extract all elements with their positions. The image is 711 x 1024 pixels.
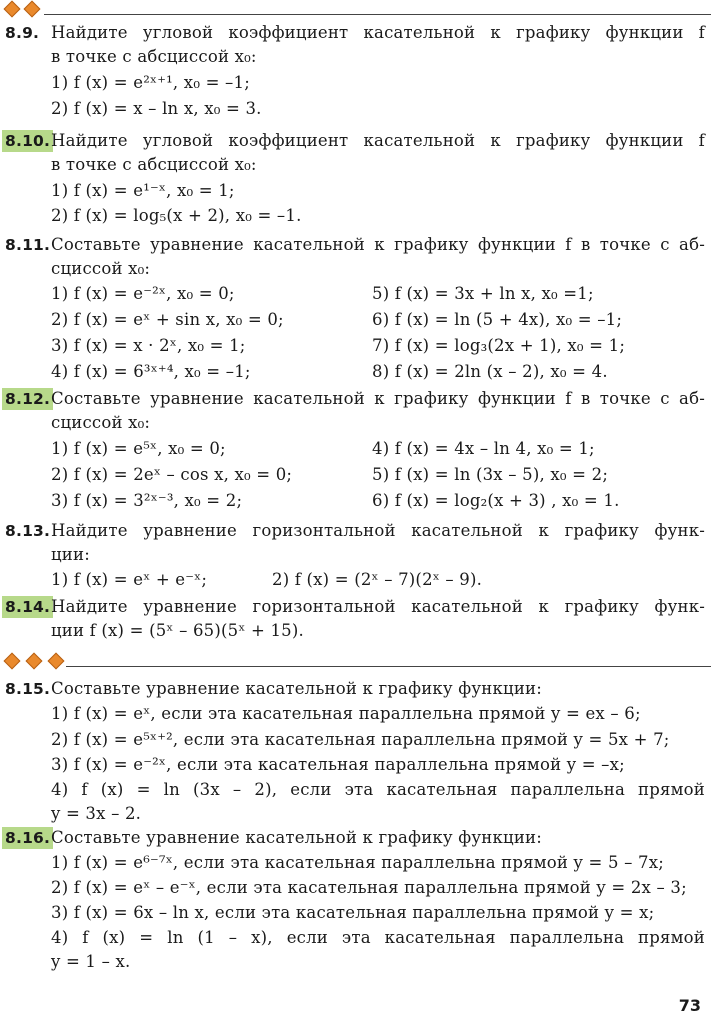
item-right-column: 2) f (x) = (2ˣ – 7)(2ˣ – 9). (272, 570, 483, 589)
item-right-column: 5) f (x) = ln (3x – 5), x₀ = 2; (372, 465, 609, 484)
exercise-text: Составьте уравнение касательной к графику функции f в точке с аб- (51, 389, 705, 408)
exercise-line (0, 490, 711, 512)
exercise-text: Составьте уравнение касательной к графику функции: (51, 679, 542, 698)
exercise-line (0, 877, 711, 899)
exercise-item: 1) f (x) = e⁶⁻⁷ˣ, если эта касательная параллельна прямой y = 5 – 7x; (51, 853, 664, 872)
exercise-line (0, 703, 711, 725)
exercise-heading-line (0, 22, 711, 44)
exercise-item: в точке с абсциссой x₀: (51, 155, 257, 174)
exercise-line (0, 927, 711, 949)
exercise-heading-line (0, 388, 711, 410)
exercise-item: 3) f (x) = e⁻²ˣ, если эта касательная параллельна прямой y = –x; (51, 755, 625, 774)
exercise-line (0, 852, 711, 874)
exercise-number: 8.16. (2, 827, 53, 849)
exercise-line (0, 412, 711, 434)
exercise-item: сциссой x₀: (51, 259, 151, 278)
item-left-column: 2) f (x) = 2eˣ – cos x, x₀ = 0; (51, 465, 293, 484)
exercise-item: 2) f (x) = x – ln x, x₀ = 3. (51, 99, 262, 118)
exercise-heading-line (0, 827, 711, 849)
exercise-number: 8.9. (5, 24, 40, 42)
exercise-item: y = 3x – 2. (51, 804, 142, 823)
exercise-heading-line (0, 234, 711, 256)
item-right-column: 6) f (x) = ln (5 + 4x), x₀ = –1; (372, 310, 623, 329)
exercise-number: 8.10. (2, 130, 53, 152)
exercise-item: 1) f (x) = eˣ, если эта касательная параллельна прямой y = ex – 6; (51, 704, 641, 723)
exercise-line (0, 335, 711, 357)
exercise-line (0, 544, 711, 566)
exercise-item: 4) f (x) = ln (3x – 2), если эта касательная параллельна прямой (51, 780, 705, 799)
exercise-line (0, 464, 711, 486)
exercise-line (0, 729, 711, 751)
diamond-icon (48, 653, 65, 670)
section-divider-top (0, 0, 711, 24)
exercise-item: сциссой x₀: (51, 413, 151, 432)
item-right-column: 4) f (x) = 4x – ln 4, x₀ = 1; (372, 439, 595, 458)
exercise-number: 8.11. (5, 236, 51, 254)
exercise-text: Составьте уравнение касательной к графику функции f в точке с аб- (51, 235, 705, 254)
exercise-item: ции: (51, 545, 90, 564)
exercise-heading-line (0, 130, 711, 152)
exercise-heading-line (0, 596, 711, 618)
exercise-line (0, 754, 711, 776)
exercise-line (0, 803, 711, 825)
item-left-column: 3) f (x) = 3²ˣ⁻³, x₀ = 2; (51, 491, 243, 510)
exercise-item: 2) f (x) = eˣ – e⁻ˣ, если эта касательная параллельна прямой y = 2x – 3; (51, 878, 687, 897)
exercise-line (0, 361, 711, 383)
exercise-text: Найдите угловой коэффициент касательной к графику функции f (51, 23, 705, 42)
exercise-number: 8.13. (5, 522, 51, 540)
item-right-column: 6) f (x) = log₂(x + 3) , x₀ = 1. (372, 491, 620, 510)
exercise-text: Найдите уравнение горизонтальной касательной к графику функ- (51, 597, 705, 616)
diamond-icon (4, 653, 21, 670)
diamond-icon (24, 1, 41, 18)
item-left-column: 4) f (x) = 6³ˣ⁺⁴, x₀ = –1; (51, 362, 251, 381)
item-right-column: 5) f (x) = 3x + ln x, x₀ =1; (372, 284, 594, 303)
page-number: 73 (678, 996, 701, 1015)
section-divider-middle (0, 650, 711, 674)
exercise-line (0, 258, 711, 280)
exercise-line (0, 98, 711, 120)
exercise-item: 3) f (x) = 6x – ln x, если эта касательная параллельна прямой y = x; (51, 903, 655, 922)
exercise-line (0, 205, 711, 227)
exercise-line (0, 902, 711, 924)
exercise-text: Найдите угловой коэффициент касательной к графику функции f (51, 131, 705, 150)
item-right-column: 7) f (x) = log₃(2x + 1), x₀ = 1; (372, 336, 626, 355)
exercise-heading-line (0, 520, 711, 542)
exercise-line (0, 569, 711, 591)
exercise-line (0, 46, 711, 68)
exercise-line (0, 438, 711, 460)
exercise-text: Составьте уравнение касательной к графику функции: (51, 828, 542, 847)
exercise-item: 2) f (x) = e⁵ˣ⁺², если эта касательная параллельна прямой y = 5x + 7; (51, 730, 670, 749)
exercise-item: 1) f (x) = e¹⁻ˣ, x₀ = 1; (51, 181, 235, 200)
diamond-icon (4, 1, 21, 18)
exercise-number: 8.12. (2, 388, 53, 410)
exercise-line (0, 951, 711, 973)
exercise-line (0, 180, 711, 202)
exercise-number: 8.14. (2, 596, 53, 618)
item-left-column: 1) f (x) = e⁻²ˣ, x₀ = 0; (51, 284, 235, 303)
exercise-line (0, 309, 711, 331)
item-left-column: 1) f (x) = eˣ + e⁻ˣ; (51, 570, 208, 589)
divider-line (66, 666, 711, 667)
exercise-text: Найдите уравнение горизонтальной касательной к графику функ- (51, 521, 705, 540)
exercise-heading-line (0, 678, 711, 700)
exercise-line (0, 283, 711, 305)
exercise-line (0, 779, 711, 801)
diamond-icon (26, 653, 43, 670)
exercise-number: 8.15. (5, 680, 51, 698)
item-left-column: 2) f (x) = eˣ + sin x, x₀ = 0; (51, 310, 284, 329)
item-left-column: 1) f (x) = e⁵ˣ, x₀ = 0; (51, 439, 226, 458)
exercise-line (0, 154, 711, 176)
divider-line (44, 14, 711, 15)
exercise-item: ции f (x) = (5ˣ – 65)(5ˣ + 15). (51, 621, 304, 640)
exercise-line (0, 620, 711, 642)
exercise-item: 4) f (x) = ln (1 – x), если эта касательная параллельна прямой (51, 928, 705, 947)
exercise-item: 2) f (x) = log₅(x + 2), x₀ = –1. (51, 206, 302, 225)
item-left-column: 3) f (x) = x · 2ˣ, x₀ = 1; (51, 336, 246, 355)
exercise-item: y = 1 – x. (51, 952, 131, 971)
exercise-item: в точке с абсциссой x₀: (51, 47, 257, 66)
exercise-item: 1) f (x) = e²ˣ⁺¹, x₀ = –1; (51, 73, 250, 92)
exercise-line (0, 72, 711, 94)
item-right-column: 8) f (x) = 2ln (x – 2), x₀ = 4. (372, 362, 608, 381)
